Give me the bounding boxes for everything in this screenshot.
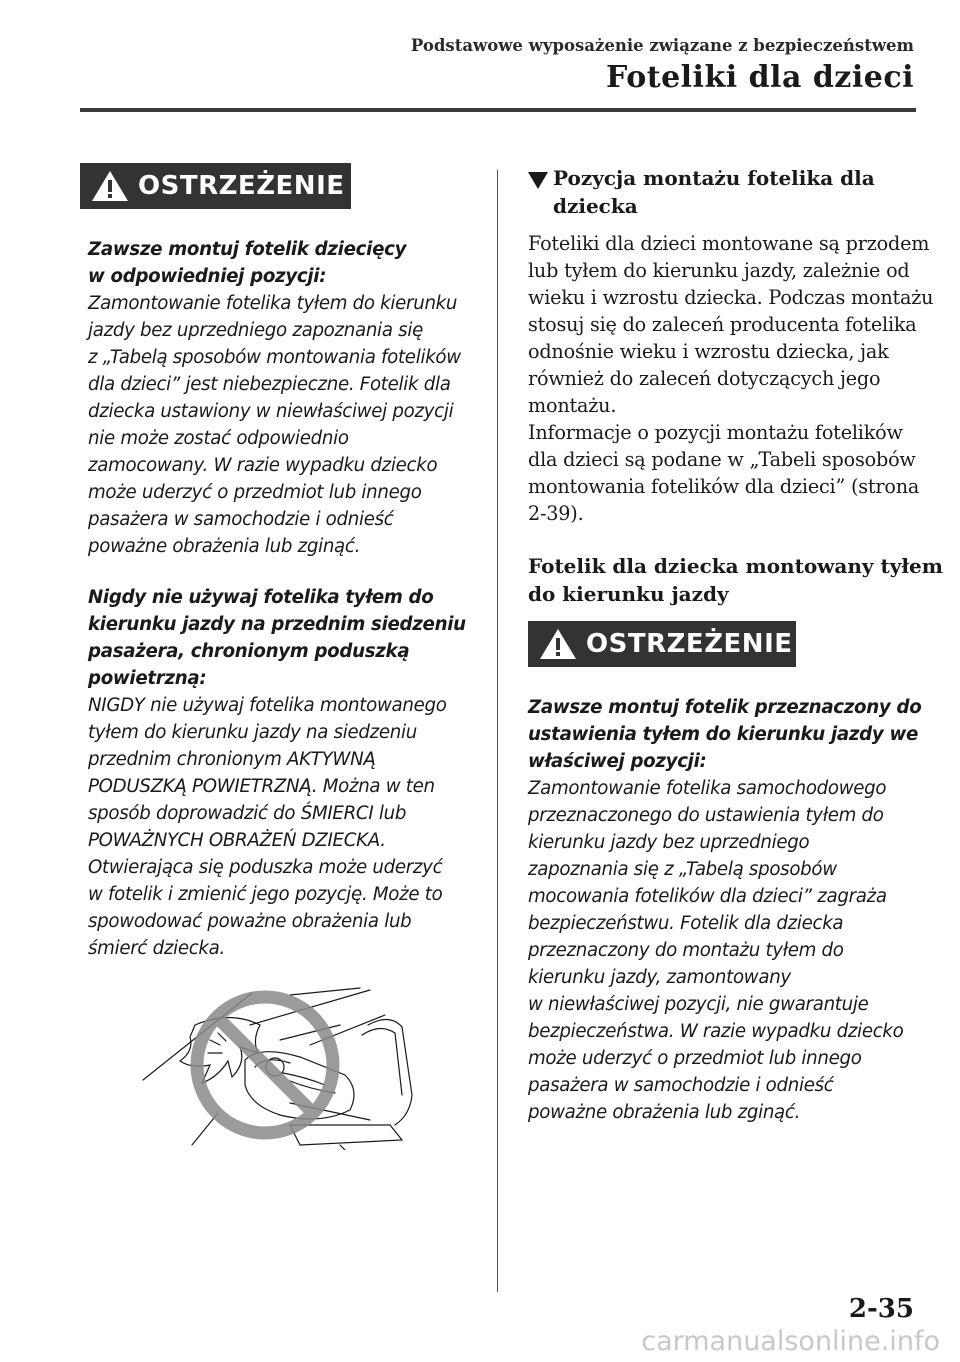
- intro-line: również do zaleceń dotyczących jego: [528, 367, 881, 390]
- warning1-body-line: Zamontowanie fotelika tyłem do kierunku: [88, 293, 458, 314]
- warning3-heading-line: ustawienia tyłem do kierunku jazdy we: [528, 724, 918, 745]
- warning1-body-line: pasażera w samochodzie i odnieść: [88, 509, 394, 530]
- warning-badge-1: [80, 163, 351, 209]
- warning2-text: [88, 584, 466, 962]
- warning3-heading-line: Zawsze montuj fotelik przeznaczony do: [528, 697, 922, 718]
- warning1-heading-line: Zawsze montuj fotelik dziecięcy: [88, 239, 407, 260]
- warning3-body-line: może uderzyć o przedmiot lub innego: [528, 1048, 862, 1069]
- warning2-body-line: PODUSZKĄ POWIETRZNĄ. Można w ten: [88, 776, 435, 797]
- warning2-heading-line: powietrzną:: [88, 668, 207, 689]
- subheading-line: Fotelik dla dziecka montowany tyłem: [528, 554, 943, 578]
- warning3-text: [528, 694, 921, 1126]
- intro-line: lub tyłem do kierunku jazdy, zależnie od: [528, 259, 910, 282]
- warning2-body-line: śmierć dziecka.: [88, 938, 225, 959]
- section-title-line: dziecka: [553, 194, 638, 218]
- warning2-heading-line: Nigdy nie używaj fotelika tyłem do: [88, 587, 434, 608]
- warning3-body-line: bezpieczeństwu. Fotelik dla dziecka: [528, 913, 844, 934]
- warning3-body-line: zapoznania się z „Tabelą sposobów: [528, 859, 837, 880]
- warning3-body-line: w niewłaściwej pozycji, nie gwarantuje: [528, 994, 869, 1015]
- warning1-heading-line: w odpowiedniej pozycji:: [88, 266, 327, 287]
- warning-label: OSTRZEŻENIE: [138, 171, 345, 201]
- warning2-heading-line: pasażera, chronionym poduszką: [88, 641, 410, 662]
- watermark: carmanualsonline.info: [641, 1326, 940, 1357]
- intro-line: 2-39).: [528, 502, 584, 525]
- warning2-heading-line: kierunku jazdy na przednim siedzeniu: [88, 614, 466, 635]
- page-number: 2-35: [848, 1294, 914, 1324]
- warning1-text: [88, 236, 461, 560]
- warning3-body-line: kierunku jazdy, zamontowany: [528, 967, 791, 988]
- subheading-line: do kierunku jazdy: [528, 582, 729, 606]
- warning1-body-line: z „Tabelą sposobów montowania fotelików: [88, 347, 461, 368]
- warning-label: OSTRZEŻENIE: [586, 629, 793, 659]
- warning3-body-line: Zamontowanie fotelika samochodowego: [528, 778, 887, 799]
- intro-line: Informacje o pozycji montażu fotelików: [528, 421, 903, 444]
- warning2-body-line: w fotelik i zmienić jego pozycję. Może to: [88, 884, 443, 905]
- warning3-heading-line: właściwej pozycji:: [528, 751, 707, 772]
- header-rule: [80, 108, 916, 112]
- intro-line: wieku i wzrostu dziecka. Podczas montażu: [528, 286, 934, 309]
- warning3-body-line: pasażera w samochodzie i odnieść: [528, 1075, 834, 1096]
- warning1-body-line: zamocowany. W razie wypadku dziecko: [88, 455, 438, 476]
- prohibited-seat-illustration: [140, 985, 415, 1150]
- warning1-body-line: nie może zostać odpowiednio: [88, 428, 349, 449]
- intro-line: dla dzieci są podane w „Tabeli sposobów: [528, 448, 916, 471]
- warning1-body-line: jazdy bez uprzedniego zapoznania się: [88, 320, 423, 341]
- warning-triangle-icon: [90, 169, 130, 203]
- warning1-body-line: poważne obrażenia lub zginąć.: [88, 536, 361, 557]
- warning2-body-line: spowodować poważne obrażenia lub: [88, 911, 412, 932]
- section-title-line: Pozycja montażu fotelika dla: [553, 166, 875, 190]
- warning-badge-2: [528, 621, 796, 667]
- warning2-body-line: NIGDY nie używaj fotelika montowanego: [88, 695, 447, 716]
- intro-paragraph: [528, 230, 933, 527]
- warning3-body-line: bezpieczeństwa. W razie wypadku dziecko: [528, 1021, 904, 1042]
- warning3-body-line: przeznaczony do montażu tyłem do: [528, 940, 844, 961]
- warning1-body-line: dla dzieci” jest niebezpieczne. Fotelik dla: [88, 374, 451, 395]
- section-marker-icon: [528, 172, 548, 190]
- warning1-body-line: może uderzyć o przedmiot lub innego: [88, 482, 422, 503]
- section-title: [553, 164, 875, 220]
- warning-triangle-icon: [538, 627, 578, 661]
- column-divider: [497, 170, 498, 1292]
- warning2-body-line: przednim chronionym AKTYWNĄ: [88, 749, 376, 770]
- subheading: [528, 552, 943, 608]
- warning3-body-line: poważne obrażenia lub zginąć.: [528, 1102, 801, 1123]
- intro-line: montażu.: [528, 394, 617, 417]
- section-subtitle: Podstawowe wyposażenie związane z bezpieczeństwem: [410, 36, 914, 55]
- intro-line: montowania fotelików dla dzieci” (strona: [528, 475, 920, 498]
- warning3-body-line: przeznaczonego do ustawienia tyłem do: [528, 805, 884, 826]
- warning3-body-line: kierunku jazdy bez uprzedniego: [528, 832, 810, 853]
- warning1-body-line: dziecka ustawiony w niewłaściwej pozycji: [88, 401, 454, 422]
- warning2-body-line: tyłem do kierunku jazdy na siedzeniu: [88, 722, 417, 743]
- intro-line: odnośnie wieku i wzrostu dziecka, jak: [528, 340, 889, 363]
- warning2-body-line: POWAŻNYCH OBRAŻEŃ DZIECKA.: [88, 830, 386, 851]
- warning2-body-line: sposób doprowadzić do ŚMIERCI lub: [88, 803, 407, 824]
- warning2-body-line: Otwierająca się poduszka może uderzyć: [88, 857, 443, 878]
- intro-line: stosuj się do zaleceń producenta fotelika: [528, 313, 917, 336]
- warning3-body-line: mocowania fotelików dla dzieci” zagraża: [528, 886, 887, 907]
- intro-line: Foteliki dla dzieci montowane są przodem: [528, 232, 930, 255]
- page-title: Foteliki dla dzieci: [606, 60, 914, 95]
